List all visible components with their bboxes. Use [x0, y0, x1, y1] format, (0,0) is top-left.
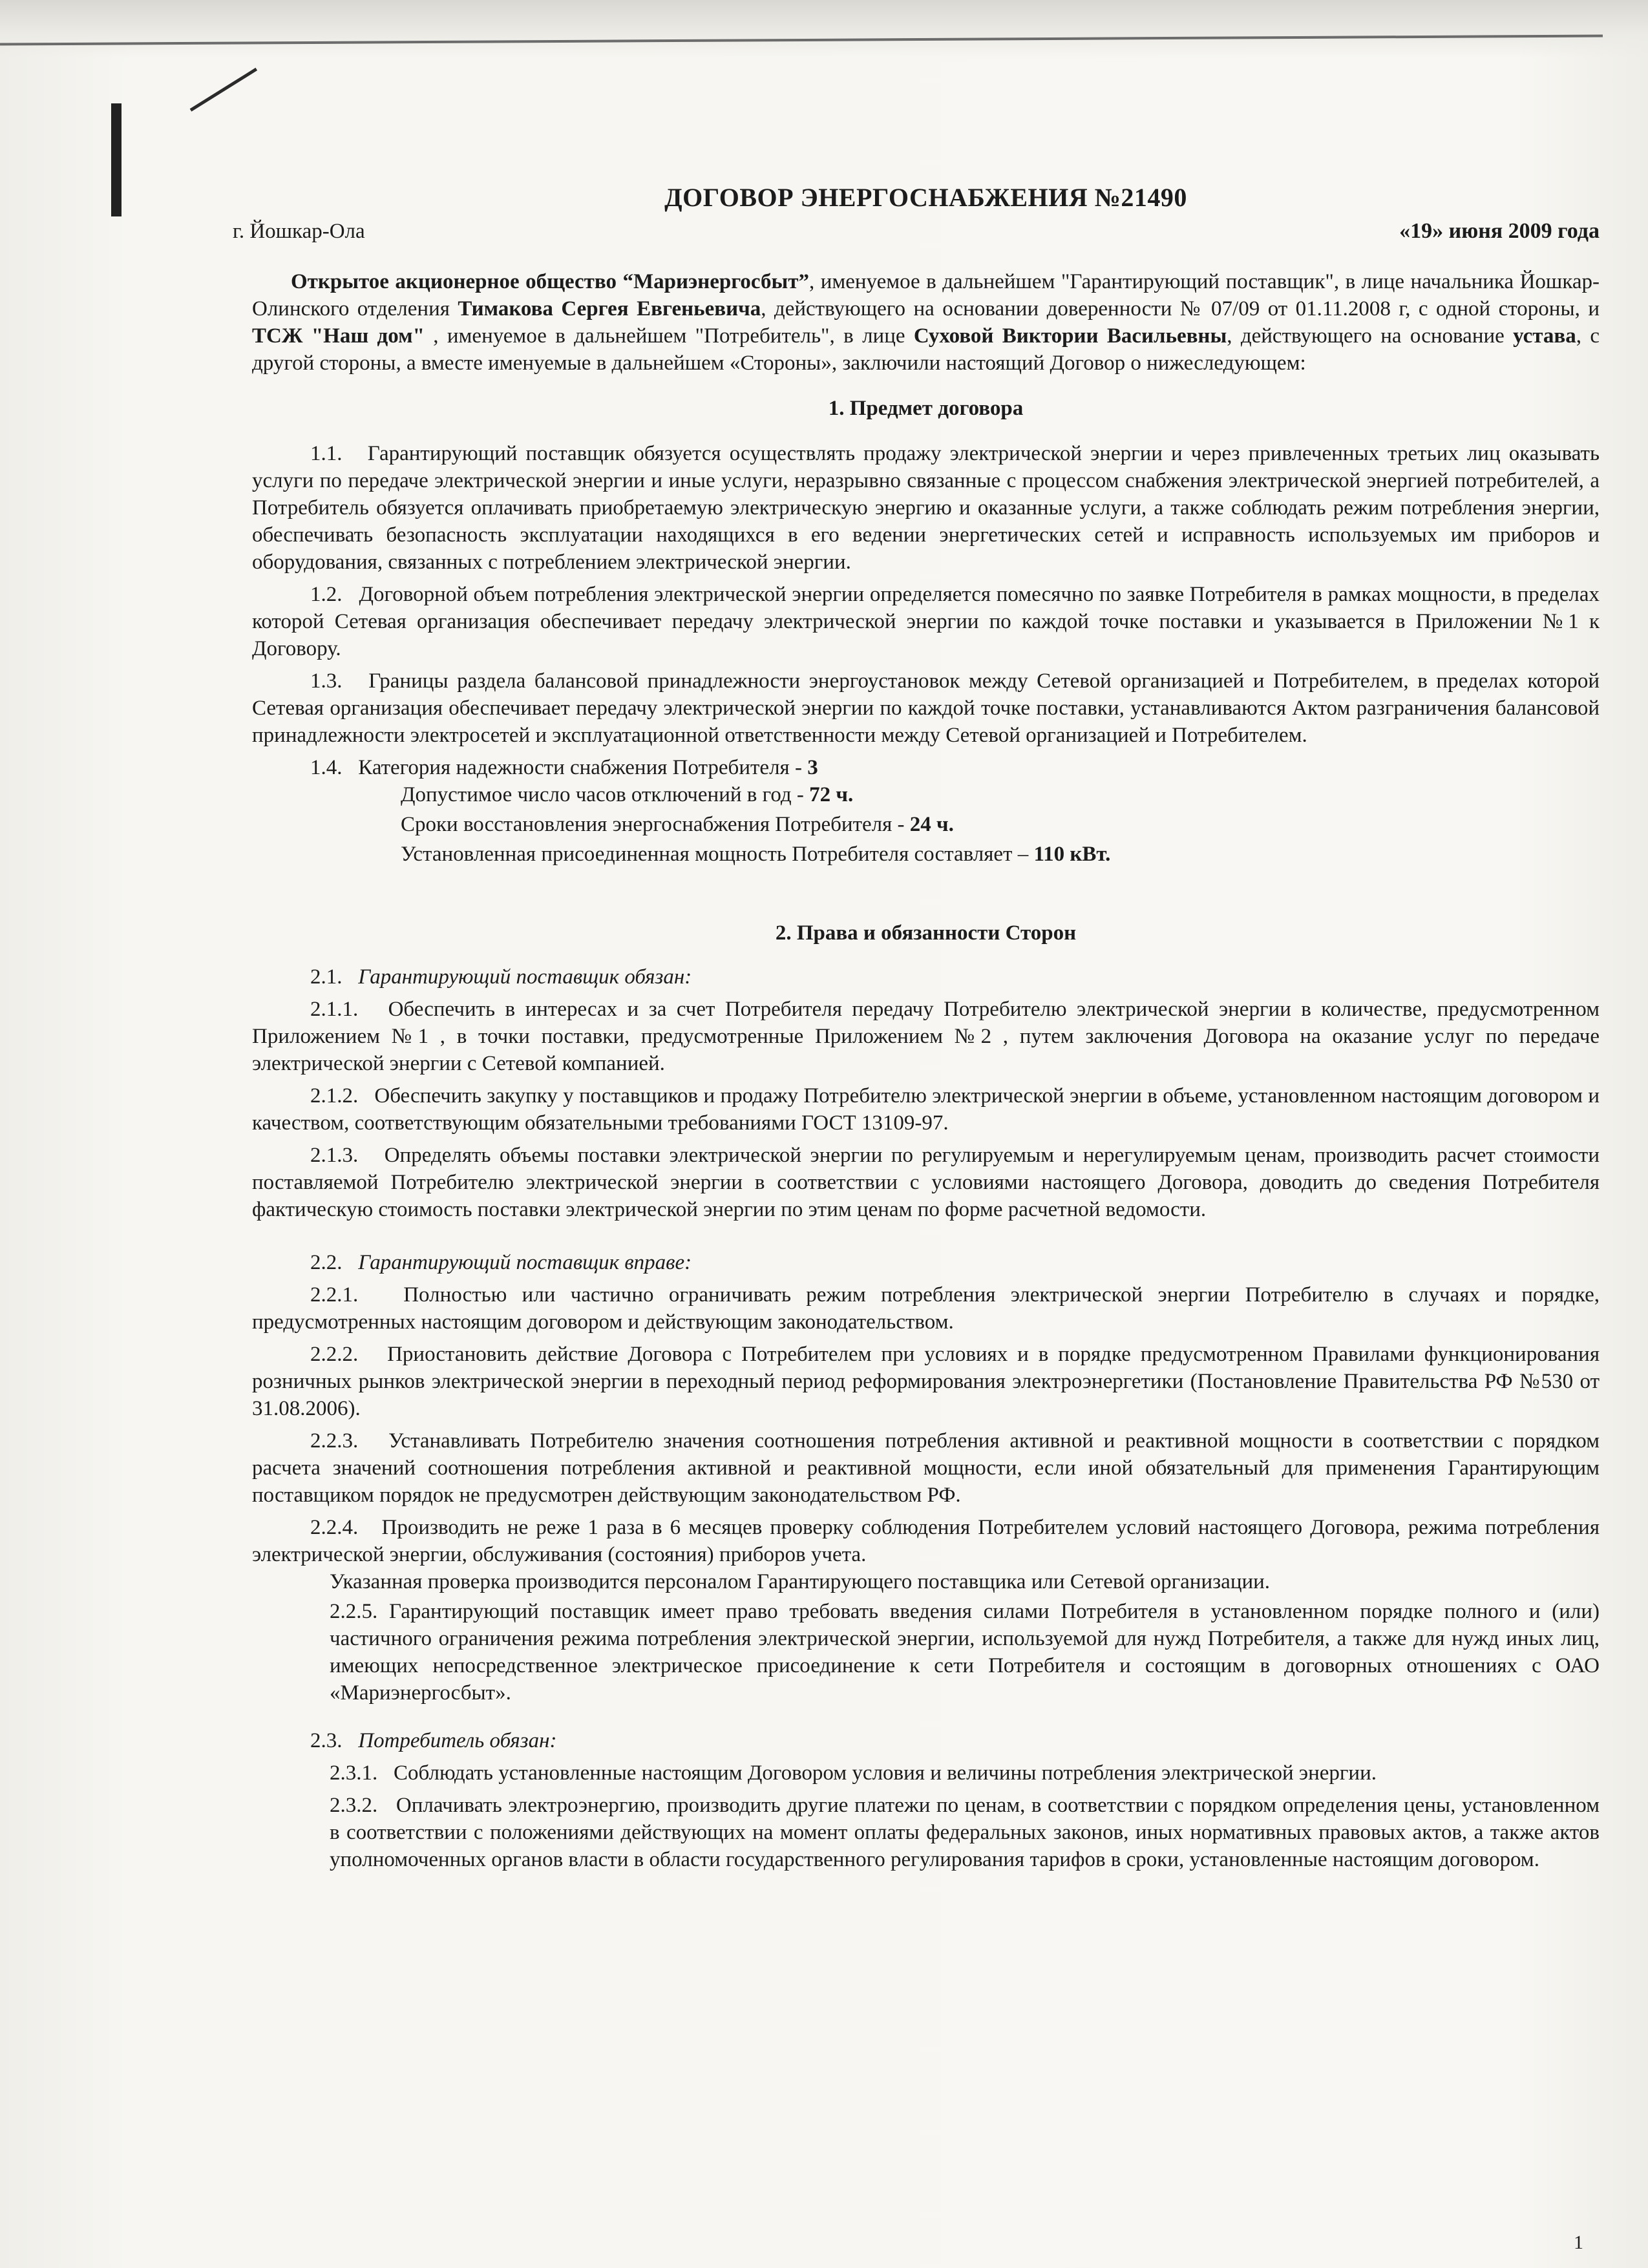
clause-2-2-4 [252, 1514, 1600, 1568]
clause-number: 1.3. [310, 669, 343, 693]
clause-1-4-line-3 [252, 811, 1600, 838]
clause-text: Гарантирующий поставщик обязуется осуществлять продажу электрической энергии и через привлеченных третьих лиц оказывать услуги по передаче электрической энергии и иные услуги, неразрывно связанные с процессом снабжения электрической энергией потребителей, а Потребитель обязуется оплачивать приобретаемую электрическую энергию и оказанные услуги, а также соблюдать режим потребления энергии, обеспечивать безопасность эксплуатации находящихся в его ведении энергетических сетей и исправность используемых им приборов и оборудования, связанных с потреблением электрической энергии. [252, 442, 1600, 574]
clause-text: Определять объемы поставки электрической энергии по регулируемым и нерегулируемым ценам, производить расчет стоимости поставляемой Потребителю электрической энергии в соответствии с условиями настоящего Договора, доводить до сведения Потребителя фактическую стоимость поставки электрической энергии по этим ценам по форме расчетной ведомости. [252, 1144, 1600, 1221]
preamble-text-5: , с другой стороны, а вместе именуемые в дальнейшем «Стороны», заключили настоящий Договор о нижеследующем: [252, 324, 1600, 375]
clause-1-2 [252, 581, 1600, 662]
clause-text: Приостановить действие Договора с Потребителем при условиях и в порядке предусмотренном Правилами функционирования розничных рынков электрической энергии в переходный период реформирования электроэнергетики (Постановление Правительства РФ №530 от 31.08.2006). [252, 1343, 1600, 1420]
clause-text: Оплачивать электроэнергию, производить другие платежи по ценам, в соответствии с порядком определения цены, установленном в соответствии с положениями действующих на момент оплаты федеральных законов, иных нормативных правовых актов, а также актов уполномоченных органов власти в области государственного регулирования тарифов в сроки, установленные настоящим договором. [330, 1794, 1600, 1871]
clause-1-1 [252, 440, 1600, 576]
clause-number: 1.2. [310, 583, 343, 606]
clause-2-3-1 [252, 1759, 1600, 1787]
clause-number: 2.1.1. [310, 998, 359, 1021]
subsection-title: Потребитель обязан: [358, 1729, 557, 1752]
party2-basis: устава [1513, 324, 1576, 348]
document-body [233, 183, 1600, 1873]
clause-2-2-1 [252, 1281, 1600, 1336]
subsection-2-3 [252, 1727, 1600, 1754]
subsection-number: 2.2. [310, 1251, 343, 1274]
clause-2-2-4-note: Указанная проверка производится персоналом Гарантирующего поставщика или Сетевой организации. [330, 1570, 1271, 1593]
subsection-title: Гарантирующий поставщик вправе: [358, 1251, 692, 1274]
clause-text: Полностью или частично ограничивать режим потребления электрической энергии Потребителю в случаях и порядке, предусмотренных настоящим договором и действующим законодательством. [252, 1283, 1600, 1334]
clause-text: Обеспечить в интересах и за счет Потребителя передачу Потребителю электрической энергии в количестве, предусмотренном Приложением №1 , в точки поставки, предусмотренные Приложением №2 , путем заключения Договора на оказание услуг по передаче электрической энергии с Сетевой компанией. [252, 998, 1600, 1075]
clause-number: 2.2.1. [310, 1283, 359, 1307]
clause-1-4-line-4 [252, 841, 1600, 868]
clause-text: Устанавливать Потребителю значения соотношения потребления активной и реактивной мощности в соответствии с порядком расчета значений соотношения потребления активной и реактивной мощности, если иной обязательный для применения Гарантирующим поставщиком порядок не предусмотрен действующим законодательством РФ. [252, 1429, 1600, 1507]
clause-number: 2.3.2. [330, 1794, 378, 1817]
clause-number: 1.1. [310, 442, 343, 465]
clause-number: 2.2.2. [310, 1343, 359, 1366]
clause-2-2-2 [252, 1341, 1600, 1422]
handwritten-slash [190, 68, 257, 112]
clause-2-1-2 [252, 1082, 1600, 1137]
preamble-text-1: , именуемое в дальнейшем "Гарантирующий поставщик", в лице начальника Йошкар-Олинского отделения [252, 270, 1600, 320]
clause-text: Соблюдать установленные настоящим Договором условия и величины потребления электрической энергии. [394, 1761, 1377, 1785]
clause-number: 2.1.2. [310, 1084, 359, 1108]
clause-2-3-2 [252, 1792, 1600, 1873]
document-date: «19» июня 2009 года [1399, 219, 1600, 243]
clause-number: 2.2.3. [310, 1429, 359, 1453]
preamble-text-4: , действующего на основание [1227, 324, 1514, 348]
party2-representative: Суховой Виктории Васильевны [913, 324, 1227, 348]
outage-hours-value: 72 ч. [809, 783, 854, 806]
clause-1-3 [252, 667, 1600, 749]
restore-time-label: Сроки восстановления энергоснабжения Потребителя - [401, 813, 910, 836]
subsection-2-2 [252, 1249, 1600, 1276]
installed-power-value: 110 кВт. [1033, 843, 1111, 866]
subsection-number: 2.1. [310, 965, 343, 989]
subsection-title: Гарантирующий поставщик обязан: [358, 965, 692, 989]
subsection-2-1 [252, 963, 1600, 991]
page-number: 1 [1574, 2232, 1583, 2253]
party1-name: Открытое акционерное общество “Мариэнергосбыт” [291, 270, 809, 293]
clause-2-2-3 [252, 1427, 1600, 1509]
clause-2-1-3 [252, 1142, 1600, 1223]
document-title: ДОГОВОР ЭНЕРГОСНАБЖЕНИЯ №21490 [664, 183, 1187, 212]
party2-name: ТСЖ "Наш дом" [252, 324, 425, 348]
clause-number: 2.1.3. [310, 1144, 359, 1167]
preamble-text-3: , именуемое в дальнейшем "Потребитель", в лице [424, 324, 914, 348]
clause-text: Обеспечить закупку у поставщиков и продажу Потребителю электрической энергии в объеме, установленном настоящим договором и качеством, соответствующим обязательными требованиями ГОСТ 13109-97. [252, 1084, 1600, 1135]
party1-representative: Тимакова Сергея Евгеньевича [458, 297, 761, 320]
preamble [252, 268, 1600, 377]
clause-2-1-1 [252, 996, 1600, 1077]
clause-1-4-line-1 [252, 754, 1600, 781]
restore-time-value: 24 ч. [909, 813, 954, 836]
reliability-category-value: 3 [807, 756, 818, 779]
preamble-text-2: , действующего на основании доверенности № 07/09 от 01.11.2008 г, с одной стороны, и [761, 297, 1600, 320]
clause-2-2-5: 2.2.5. Гарантирующий поставщик имеет право требовать введения силами Потребителя в установленном порядке полного и (или) частичного ограничения режима потребления электрической энергии, используемой для нужд Потребителя, а также для нужд иных лиц, имеющих непосредственное электрическое присоединение к сети Потребителя и состоящим в договорных отношениях с ОАО «Мариэнергосбыт». [330, 1600, 1600, 1705]
clause-1-4 [252, 754, 1600, 868]
scan-edge-shadow [0, 0, 1648, 58]
section-2-title: 2. Права и обязанности Сторон [775, 921, 1077, 945]
clause-number: 2.3.1. [330, 1761, 378, 1785]
section-1-title: 1. Предмет договора [828, 397, 1024, 420]
clause-text: Договорной объем потребления электрической энергии определяется помесячно по заявке Потребителя в рамках мощности, в пределах которой Сетевая организация обеспечивает передачу электрической энергии по каждой точке поставки и указывается в Приложении №1 к Договору. [252, 583, 1600, 660]
clause-text: Производить не реже 1 раза в 6 месяцев проверку соблюдения Потребителем условий настоящего Договора, режима потребления электрической энергии, обслуживания (состояния) приборов учета. [252, 1516, 1600, 1566]
reliability-category-label: Категория надежности снабжения Потребителя - [358, 756, 808, 779]
clause-number: 1.4. [310, 756, 343, 779]
subsection-number: 2.3. [310, 1729, 343, 1752]
clause-text: Границы раздела балансовой принадлежности энергоустановок между Сетевой организацией и Потребителем, в пределах которой Сетевая организация обеспечивает передачу электрической энергии по каждой точке поставки, устанавливаются Актом разграничения балансовой принадлежности электросетей и эксплуатационной ответственности между Сетевой организацией и Потребителем. [252, 669, 1600, 747]
handwritten-mark [111, 103, 121, 216]
document-city: г. Йошкар-Ола [233, 220, 365, 243]
outage-hours-label: Допустимое число часов отключений в год - [401, 783, 810, 806]
place-date-row [233, 218, 1600, 245]
clause-number: 2.2.4. [310, 1516, 359, 1539]
clause-1-4-line-2 [252, 781, 1600, 808]
installed-power-label: Установленная присоединенная мощность Потребителя составляет – [401, 843, 1034, 866]
